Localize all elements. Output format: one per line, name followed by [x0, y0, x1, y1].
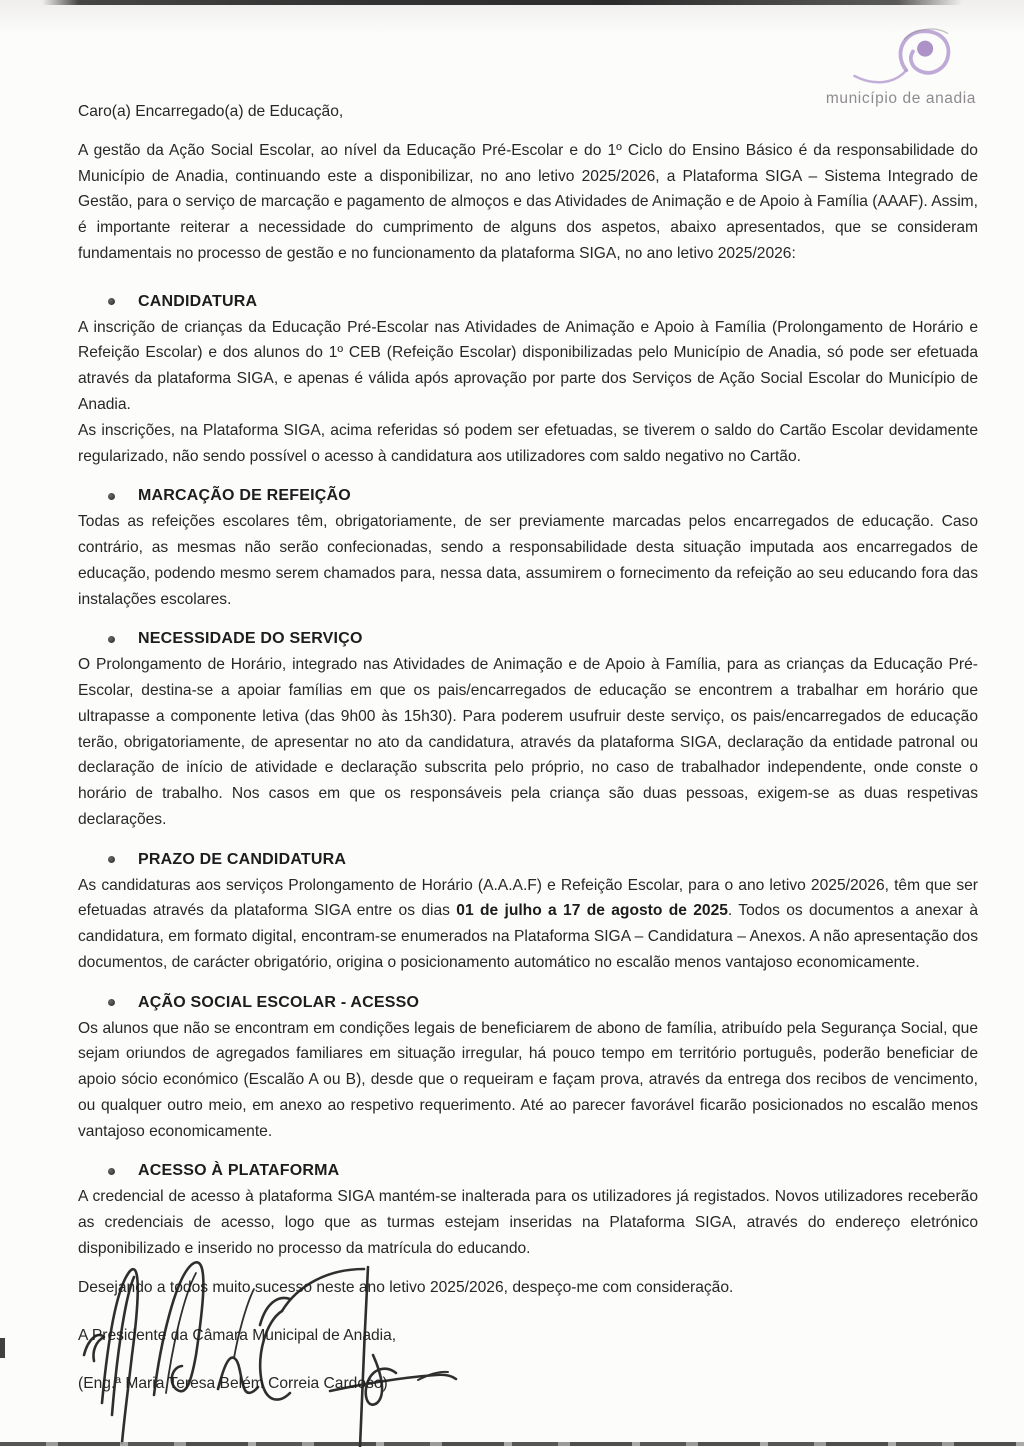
section-heading: ACESSO À PLATAFORMA: [138, 1162, 340, 1180]
section-heading-row: [78, 289, 978, 315]
section-paragraph: A inscrição de crianças da Educação Pré-Escolar nas Atividades de Animação e Apoio à Família (Prolongamento de Horário e Refeição Escolar) e dos alunos do 1º CEB (Refeição Escolar) disponibilizadas pelo Município de Anadia, só pode ser efetuada através da plataforma SIGA, e apenas é válida após aprovação por parte dos Serviços de Ação Social Escolar do Município de Anadia.: [78, 318, 978, 413]
bullet-icon: [108, 856, 115, 863]
paragraph-text: As candidaturas aos serviços Prolongamento de Horário (A.A.A.F) e Refeição Escolar, para o ano letivo 2025/2026, têm que ser efetuadas através da plataforma SIGA entre os dias: [78, 876, 978, 920]
section-paragraph: O Prolongamento de Horário, integrado nas Atividades de Animação e de Apoio à Família, para as crianças da Educação Pré-Escolar, destina-se a apoiar famílias em que os pais/encarregados de educação se encontrem a trabalhar em horário que ultrapasse a componente letiva (das 9h00 às 15h30). Para poderem usufruir deste serviço, os pais/encarregados de educação terão, obrigatoriamente, de apresentar no ato da candidatura, através da plataforma SIGA, declaração da entidade patronal ou declaração de início de atividade e declaração subscrita pelo próprio, no caso de trabalhador independente, onde conste o horário de trabalho. Nos casos em que os responsáveis pela criança são duas pessoas, exigem-se as duas respetivas declarações.: [78, 656, 978, 828]
signature-name: (Eng.ª Maria Teresa Belém Correia Cardoso): [78, 1375, 388, 1393]
section-heading: MARCAÇÃO DE REFEIÇÃO: [138, 487, 351, 505]
closing-paragraph: Desejando a todos muito sucesso neste ano letivo 2025/2026, despeço-me com consideração.: [78, 1278, 734, 1296]
section-paragraph: As inscrições, na Plataforma SIGA, acima referidas só podem ser efetuadas, se tiverem o saldo do Cartão Escolar devidamente regularizado, não sendo possível o acesso à candidatura aos utilizadores com saldo negativo no Cartão.: [78, 421, 978, 465]
logo-text: município de anadia: [825, 90, 976, 107]
section-prazo-de-candidatura: [78, 847, 978, 976]
section-heading: NECESSIDADE DO SERVIÇO: [138, 630, 363, 648]
bold-date-range: 01 de julho a 17 de agosto de 2025: [456, 902, 728, 920]
bullet-icon: [108, 298, 115, 305]
bullet-icon: [108, 1168, 115, 1175]
section-candidatura: [78, 289, 978, 470]
letter-content: [78, 0, 978, 1397]
section-paragraph: Os alunos que não se encontram em condições legais de beneficiarem de abono de família, atribuído pela Segurança Social, que sejam oriundos de agregados familiares em situação irregular, há pouco tempo em território português, poderão beneficiar de apoio sócio económico (Escalão A ou B), desde que o requeiram e façam prova, através da entrega dos recibos de vencimento, ou qualquer outro meio, em anexo ao respetivo requerimento. Até ao parecer favorável ficarão posicionados no escalão menos vantajoso economicamente.: [78, 1019, 978, 1140]
section-heading: AÇÃO SOCIAL ESCOLAR - ACESSO: [138, 993, 420, 1011]
section-heading-row: [78, 483, 978, 509]
section-paragraph: [78, 873, 978, 976]
section-heading-row: [78, 990, 978, 1016]
scan-artifact-bottom: [0, 1442, 1024, 1446]
section-heading-row: [78, 847, 978, 873]
section-heading-row: [78, 1158, 978, 1184]
bullet-icon: [108, 493, 115, 500]
section-heading-row: [78, 626, 978, 652]
section-necessidade-do-servico: [78, 626, 978, 832]
salutation: Caro(a) Encarregado(a) de Educação,: [78, 103, 344, 120]
bullet-icon: [108, 999, 115, 1006]
section-acao-social-escolar-acesso: [78, 990, 978, 1145]
section-paragraph: Todas as refeições escolares têm, obrigatoriamente, de ser previamente marcadas pelos encarregados de educação. Caso contrário, as mesmas não serão confecionadas, sendo a responsabilidade desta situação imputada aos encarregados de educação, podendo mesmo serem chamados para, nessa data, assumirem o fornecimento da refeição ao seu educando fora das instalações escolares.: [78, 513, 978, 608]
section-marcacao-de-refeicao: [78, 483, 978, 612]
scan-artifact-left: [0, 1338, 5, 1358]
signature-title: A Presidente da Câmara Municipal de Anadia,: [78, 1327, 397, 1345]
section-heading: CANDIDATURA: [138, 292, 258, 310]
bullet-icon: [108, 636, 115, 643]
intro-paragraph: A gestão da Ação Social Escolar, ao nível da Educação Pré-Escolar e do 1º Ciclo do Ensino Básico é da responsabilidade do Município de Anadia, continuando este a disponibilizar, no ano letivo 2025/2026, a Plataforma SIGA – Sistema Integrado de Gestão, para o serviço de marcação e pagamento de almoços e das Atividades de Animação e de Apoio à Família (AAAF). Assim, é importante reiterar a necessidade do cumprimento de alguns dos aspetos, abaixo apresentados, que se consideram fundamentais no processo de gestão e no funcionamento da plataforma SIGA, no ano letivo 2025/2026:: [78, 141, 978, 262]
section-paragraph: A credencial de acesso à plataforma SIGA mantém-se inalterada para os utilizadores já registados. Novos utilizadores receberão as credenciais de acesso, logo que as turmas estejam inseridas na Plataforma SIGA, através do endereço eletrónico disponibilizado e inserido no processo da matrícula do educando.: [78, 1188, 978, 1257]
section-acesso-a-plataforma: [78, 1158, 978, 1261]
paragraph-text: . Todos os documentos a anexar à candidatura, em formato digital, encontram-se enumerados na Plataforma SIGA – Candidatura – Anexos. A não apresentação dos documentos, de carácter obrigatório, origina o posicionamento automático no escalão menos vantajoso economicamente.: [78, 902, 978, 971]
section-heading: PRAZO DE CANDIDATURA: [138, 850, 347, 868]
